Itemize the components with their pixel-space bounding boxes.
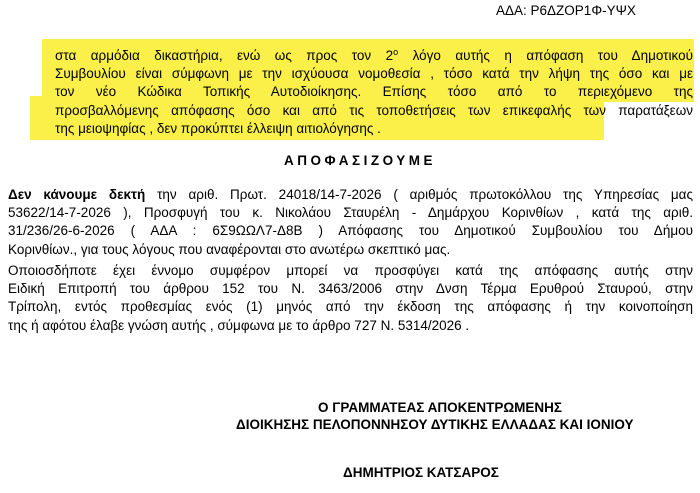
decision-line-2: 53622/14-7-2026 ), Προσφυγή του κ. Νικολάου Σταυρέλη - Δημάρχου Κορινθίων , κατά της αριθ. [8, 205, 693, 221]
appeal-notice-paragraph [8, 262, 693, 335]
decision-line-3: 31/236/26-6-2026 ( ΑΔΑ : 6Σ9ΩΩΛ7-Δ8Β ) Απόφασης του Δημοτικού Συμβουλίου του Δήμου [8, 223, 693, 239]
decision-line-4: Κορινθίων., για τους λόγους που αναφέρονται στο ανωτέρω σκεπτικό μας. [8, 241, 451, 257]
decision-line-1: Δεν κάνουμε δεκτή την αριθ. Πρωτ. 24018/14-7-2026 ( αριθμός πρωτοκόλλου της Υπηρεσίας μας [8, 187, 693, 202]
reasoning-line-3: τον νέο Κώδικα Τοπικής Αυτοδιοίκησης. Επίσης τόσο από το περιεχόμενο της [55, 84, 693, 100]
reasoning-line-2: Συμβουλίου είναι σύμφωνη με την ισχύουσα νομοθεσία , τόσο κατά την λήψη της όσο και με [55, 66, 693, 82]
signatory-title-line-1: Ο ΓΡΑΜΜΑΤΕΑΣ ΑΠΟΚΕΝΤΡΩΜΕΝΗΣ [318, 400, 563, 415]
reasoning-line-5: της μειοψηφίας , δεν προκύπτει έλλειψη αιτιολόγησης . [55, 120, 381, 136]
ordinal-superscript: ο [393, 47, 399, 57]
signatory-name: ΔΗΜΗΤΡΙΟΣ ΚΑΤΣΑΡΟΣ [343, 465, 499, 480]
appeal-line-3: Τρίπολη, εντός προθεσμίας ενός (1) μηνός από την έκδοση της απόφασης ή την κοινοποίηση [8, 299, 693, 315]
document-ada-code: ΑΔΑ: Ρ6ΔΖΟΡ1Φ-ΥΨΧ [496, 3, 636, 18]
appeal-line-4: της ή αφότου έλαβε γνώση αυτής , σύμφωνα με το άρθρο 727 Ν. 5314/2026 . [8, 317, 470, 333]
decision-heading: ΑΠΟΦΑΣΙΖΟΥΜΕ [284, 153, 436, 168]
reasoning-paragraph [55, 43, 693, 138]
appeal-line-1: Οποιοσδήποτε έχει έννομο συμφέρον μπορεί να προσφύγει κατά της απόφασης αυτής στην [8, 263, 693, 278]
decision-paragraph [8, 186, 693, 259]
appeal-line-2: Ειδική Επιτροπή του άρθρου 152 του Ν. 3463/2006 στην Δνση Τέρμα Ερυθρού Σταυρού, στην [8, 281, 693, 297]
reasoning-line-1: στα αρμόδια δικαστήρια, ενώ ως προς τον $2^o$ λόγο αυτής η απόφαση του Δημοτικού [55, 47, 693, 63]
reasoning-line-4: προσβαλλόμενης απόφασης όσο και από τις τοποθετήσεις των επικεφαλής των παρατάξεων [55, 102, 693, 118]
decision-bold-lead: Δεν κάνουμε δεκτή [8, 187, 146, 202]
signatory-title-line-2: ΔΙΟΙΚΗΣΗΣ ΠΕΛΟΠΟΝΝΗΣΟΥ ΔΥΤΙΚΗΣ ΕΛΛΑΔΑΣ ΚΑΙ ΙΟΝΙΟΥ [236, 417, 634, 432]
